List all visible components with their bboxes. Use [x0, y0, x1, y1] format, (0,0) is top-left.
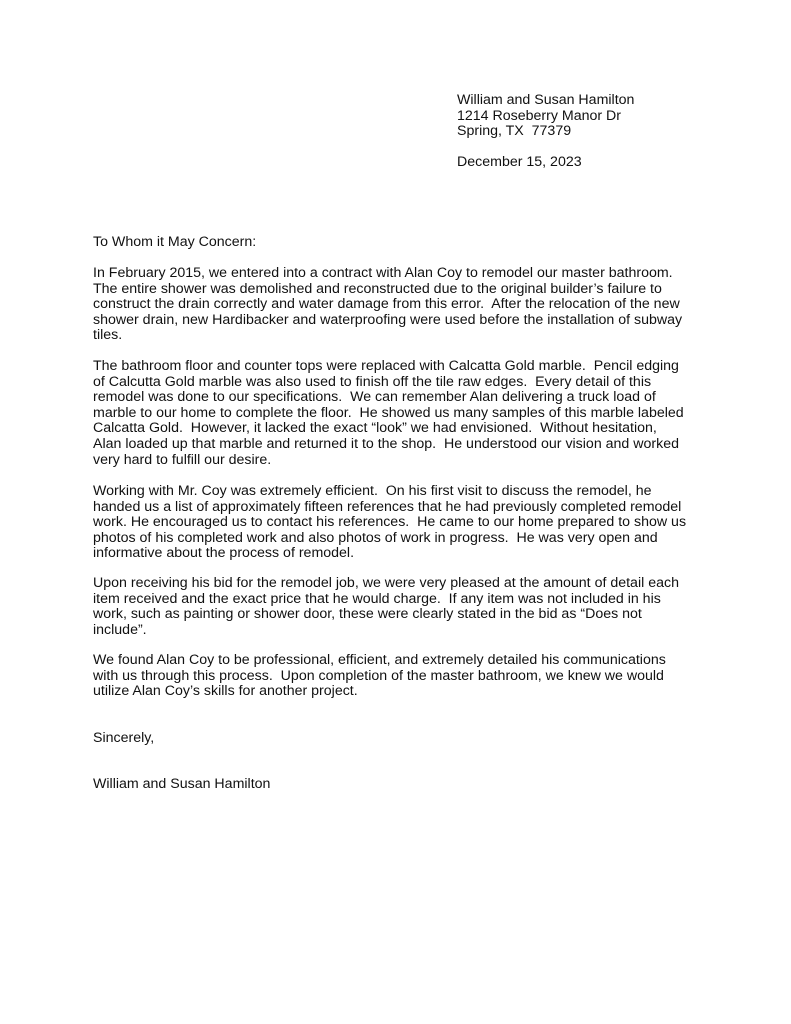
paragraph-line: marble to our home to complete the floor. He showed us many samples of this marble labeled — [93, 404, 684, 421]
paragraph-line: include”. — [93, 621, 147, 638]
paragraph-5 — [93, 653, 666, 700]
paragraph-line: very hard to fulfill our desire. — [93, 451, 272, 468]
paragraph-line: handed us a list of approximately fifteen references that he had previously completed remodel — [93, 498, 682, 515]
paragraph-line: Calcatta Gold. However, it lacked the exact “look” we had envisioned. Without hesitation, — [93, 420, 657, 437]
paragraph-line: work, such as painting or shower door, these were clearly stated in the bid as “Does not — [93, 606, 642, 623]
paragraph-line: shower drain, new Hardibacker and waterproofing were used before the installation of subway — [93, 311, 683, 328]
paragraph-line: of Calcutta Gold marble was also used to finish off the tile raw edges. Every detail of this — [93, 373, 652, 390]
closing: Sincerely, — [93, 730, 155, 746]
sender-name: William and Susan Hamilton — [457, 92, 635, 108]
paragraph-line: The entire shower was demolished and reconstructed due to the original builder’s failure to — [93, 280, 662, 297]
paragraph-line: construct the drain correctly and water damage from this error. After the relocation of the new — [93, 296, 680, 313]
salutation: To Whom it May Concern: — [93, 234, 257, 250]
paragraph-line: tiles. — [93, 327, 123, 344]
paragraph-2 — [93, 359, 684, 468]
paragraph-line: utilize Alan Coy’s skills for another project. — [93, 683, 358, 700]
paragraph-3 — [93, 484, 686, 562]
paragraph-line: item received and the exact price that he would charge. If any item was not included in his — [93, 590, 661, 607]
paragraph-line: photos of his completed work and also photos of work in progress. He was very open and — [93, 529, 658, 546]
paragraph-line: work. He encouraged us to contact his references. He came to our home prepared to show us — [93, 514, 687, 531]
paragraph-4 — [93, 576, 679, 638]
paragraph-line: The bathroom floor and counter tops were replaced with Calcatta Gold marble. Pencil edging — [93, 358, 679, 374]
paragraph-line: Alan loaded up that marble and returned it to the shop. He understood our vision and worked — [93, 435, 680, 452]
letter-date: December 15, 2023 — [457, 154, 582, 170]
paragraph-line: with us through this process. Upon completion of the master bathroom, we knew we would — [93, 667, 664, 684]
sender-address-block — [457, 93, 634, 140]
paragraph-1 — [93, 266, 682, 344]
paragraph-line: Working with Mr. Coy was extremely efficient. On his first visit to discuss the remodel, he — [93, 483, 652, 499]
signature: William and Susan Hamilton — [93, 776, 271, 792]
paragraph-line: In February 2015, we entered into a contract with Alan Coy to remodel our master bathroom. — [93, 265, 673, 281]
sender-city-state-zip: Spring, TX 77379 — [457, 123, 572, 140]
paragraph-line: remodel was done to our specifications. We can remember Alan delivering a truck load of — [93, 389, 656, 406]
paragraph-line: informative about the process of remodel. — [93, 545, 355, 562]
paragraph-line: We found Alan Coy to be professional, efficient, and extremely detailed his communications — [93, 652, 666, 668]
sender-street: 1214 Roseberry Manor Dr — [457, 107, 622, 124]
paragraph-line: Upon receiving his bid for the remodel job, we were very pleased at the amount of detail each — [93, 575, 679, 591]
